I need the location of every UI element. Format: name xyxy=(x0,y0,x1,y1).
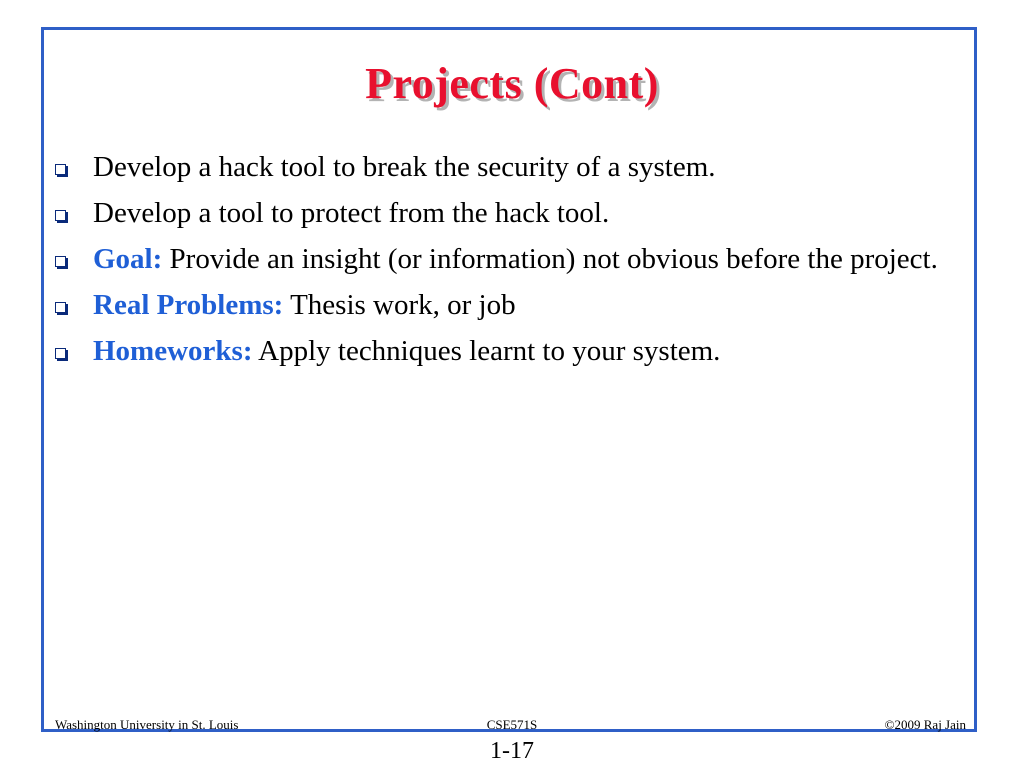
slide-title: Projects (Cont) xyxy=(365,59,659,108)
square-bullet-icon xyxy=(55,302,66,313)
footer-copyright: ©2009 Raj Jain xyxy=(884,717,966,732)
bullet-item xyxy=(52,334,952,368)
bullet-text: Develop a hack tool to break the security of a system. xyxy=(93,151,716,183)
square-bullet-icon xyxy=(55,210,66,221)
bullet-text: Provide an insight (or information) not obvious before the project. xyxy=(162,243,938,275)
bullet-item xyxy=(52,242,952,276)
bullet-item xyxy=(52,150,952,184)
footer-course: CSE571S xyxy=(486,717,538,732)
bullet-item xyxy=(52,288,952,322)
bullet-item xyxy=(52,196,952,230)
bullet-keyword: Homeworks: xyxy=(93,335,253,367)
page-number: 1-17 xyxy=(490,738,534,764)
square-bullet-icon xyxy=(55,164,66,175)
square-bullet-icon xyxy=(55,256,66,267)
bullet-keyword: Goal: xyxy=(93,243,163,275)
square-bullet-icon xyxy=(55,348,66,359)
bullet-keyword: Real Problems: xyxy=(93,289,284,321)
bullet-text: Apply techniques learnt to your system. xyxy=(252,335,721,367)
bullet-text: Develop a tool to protect from the hack tool. xyxy=(93,197,610,229)
bullet-text: Thesis work, or job xyxy=(283,289,516,321)
bullet-list xyxy=(52,150,952,380)
footer-institution: Washington University in St. Louis xyxy=(55,717,239,732)
